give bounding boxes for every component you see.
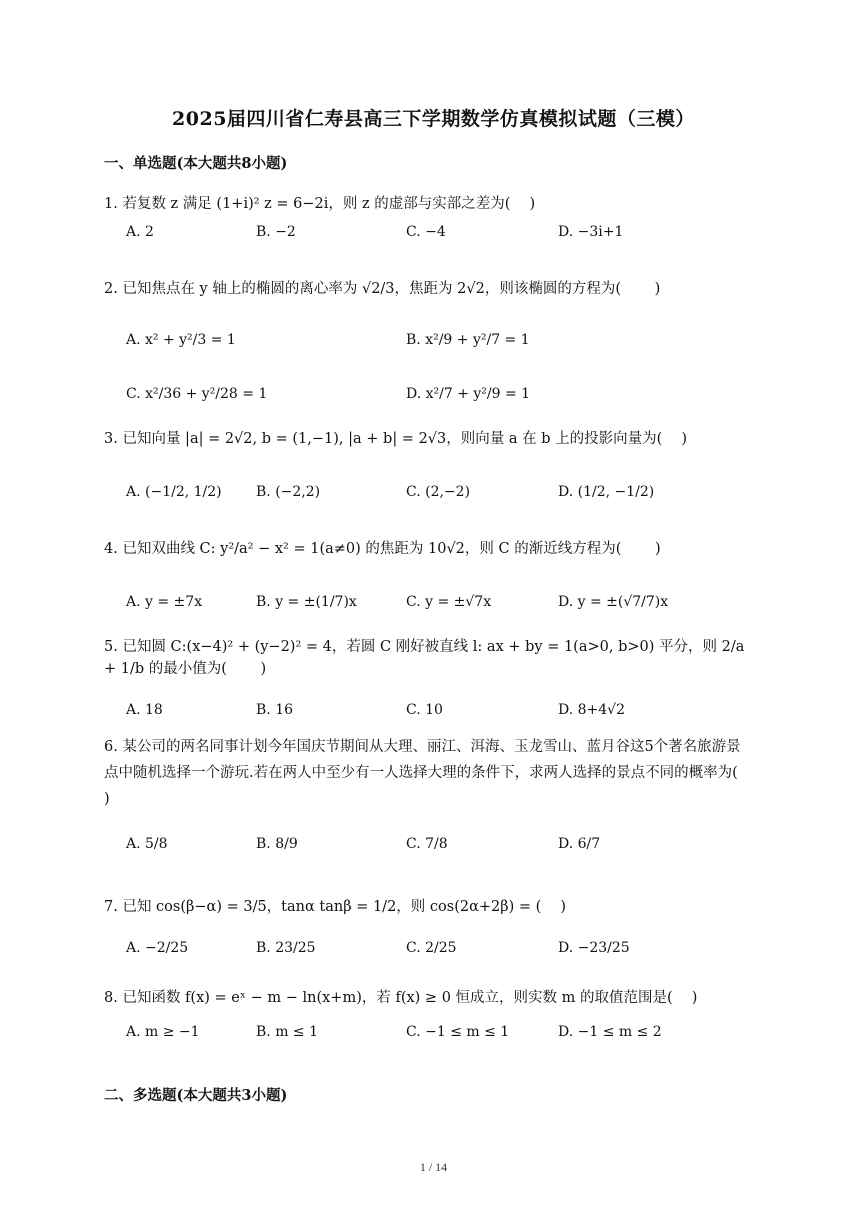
option-b: B. 16: [256, 702, 294, 718]
option-c: C. y = ±√7x: [406, 594, 492, 610]
option-d: D. (1/2, −1/2): [558, 484, 655, 500]
option-c: C. −4: [406, 224, 446, 240]
option-d: D. y = ±(√7/7)x: [558, 594, 669, 610]
question-1: 1. 若复数 z 满足 (1+i)² z = 6−2i，则 z 的虚部与实部之差为( ): [104, 196, 536, 212]
option-c: C. −1 ≤ m ≤ 1: [406, 1024, 510, 1040]
question-6-options: [126, 824, 766, 864]
option-a: A. m ≥ −1: [126, 1024, 200, 1040]
question-7: 7. 已知 cos(β−α) = 3/5，tanα tanβ = 1/2，则 cos(2α+2β) = ( ): [104, 899, 567, 915]
option-d: D. −23/25: [558, 940, 630, 956]
option-b: B. 8/9: [256, 836, 298, 852]
question-2-options-row2: [126, 374, 766, 414]
option-c: C. 2/25: [406, 940, 457, 956]
question-8: 8. 已知函数 f(x) = eˣ − m − ln(x+m)，若 f(x) ≥ 0 恒成立，则实数 m 的取值范围是( ): [104, 990, 698, 1006]
question-7-options: [126, 928, 766, 968]
question-3-options: [126, 472, 766, 512]
question-5: 5. 已知圆 C:(x−4)² + (y−2)² = 4，若圆 C 刚好被直线 l: ax + by = 1(a>0, b>0) 平分，则 2/a + 1/b 的最小值为( ): [104, 639, 745, 677]
option-a: A. 18: [126, 702, 163, 718]
option-b: B. (−2,2): [256, 484, 321, 500]
section-heading-single-choice: 一、单选题(本大题共8小题): [104, 155, 288, 172]
page-number: 1 / 14: [419, 1160, 448, 1174]
option-d: D. −1 ≤ m ≤ 2: [558, 1024, 662, 1040]
option-b: B. 23/25: [256, 940, 316, 956]
option-c: C. (2,−2): [406, 484, 471, 500]
question-3: 3. 已知向量 |a| = 2√2, b = (1,−1), |a + b| = 2√3，则向量 a 在 b 上的投影向量为( ): [104, 431, 688, 447]
question-5-options: [126, 690, 766, 730]
question-2-options-row1: [126, 320, 766, 360]
option-d: D. x²/7 + y²/9 = 1: [406, 386, 531, 402]
option-a: A. x² + y²/3 = 1: [126, 332, 236, 348]
option-c: C. 10: [406, 702, 443, 718]
option-a: A. y = ±7x: [126, 594, 203, 610]
option-d: D. 8+4√2: [558, 702, 625, 718]
question-8-options: [126, 1012, 766, 1052]
option-d: D. 6/7: [558, 836, 601, 852]
option-a: A. 2: [126, 224, 154, 240]
option-b: B. x²/9 + y²/7 = 1: [406, 332, 530, 348]
option-d: D. −3i+1: [558, 224, 624, 240]
page-title: 2025届四川省仁寿县高三下学期数学仿真模拟试题（三模）: [172, 108, 695, 130]
option-a: A. (−1/2, 1/2): [126, 484, 222, 500]
option-a: A. −2/25: [126, 940, 189, 956]
section-heading-multiple-choice: 二、多选题(本大题共3小题): [104, 1087, 288, 1104]
option-b: B. y = ±(1/7)x: [256, 594, 357, 610]
option-c: C. 7/8: [406, 836, 448, 852]
question-4: 4. 已知双曲线 C: y²/a² − x² = 1(a≠0) 的焦距为 10√2，则 C 的渐近线方程为( ): [104, 541, 661, 557]
option-c: C. x²/36 + y²/28 = 1: [126, 386, 268, 402]
question-6: 6. 某公司的两名同事计划今年国庆节期间从大理、丽江、洱海、玉龙雪山、蓝月谷这5个著名旅游景点中随机选择一个游玩.若在两人中至少有一人选择大理的条件下，求两人选择的景点不同的概率为( ): [104, 739, 757, 807]
option-b: B. −2: [256, 224, 296, 240]
question-4-options: [126, 582, 766, 622]
question-1-options: [126, 212, 766, 252]
option-a: A. 5/8: [126, 836, 168, 852]
option-b: B. m ≤ 1: [256, 1024, 319, 1040]
question-2: 2. 已知焦点在 y 轴上的椭圆的离心率为 √2/3，焦距为 2√2，则该椭圆的方程为( ): [104, 281, 661, 297]
